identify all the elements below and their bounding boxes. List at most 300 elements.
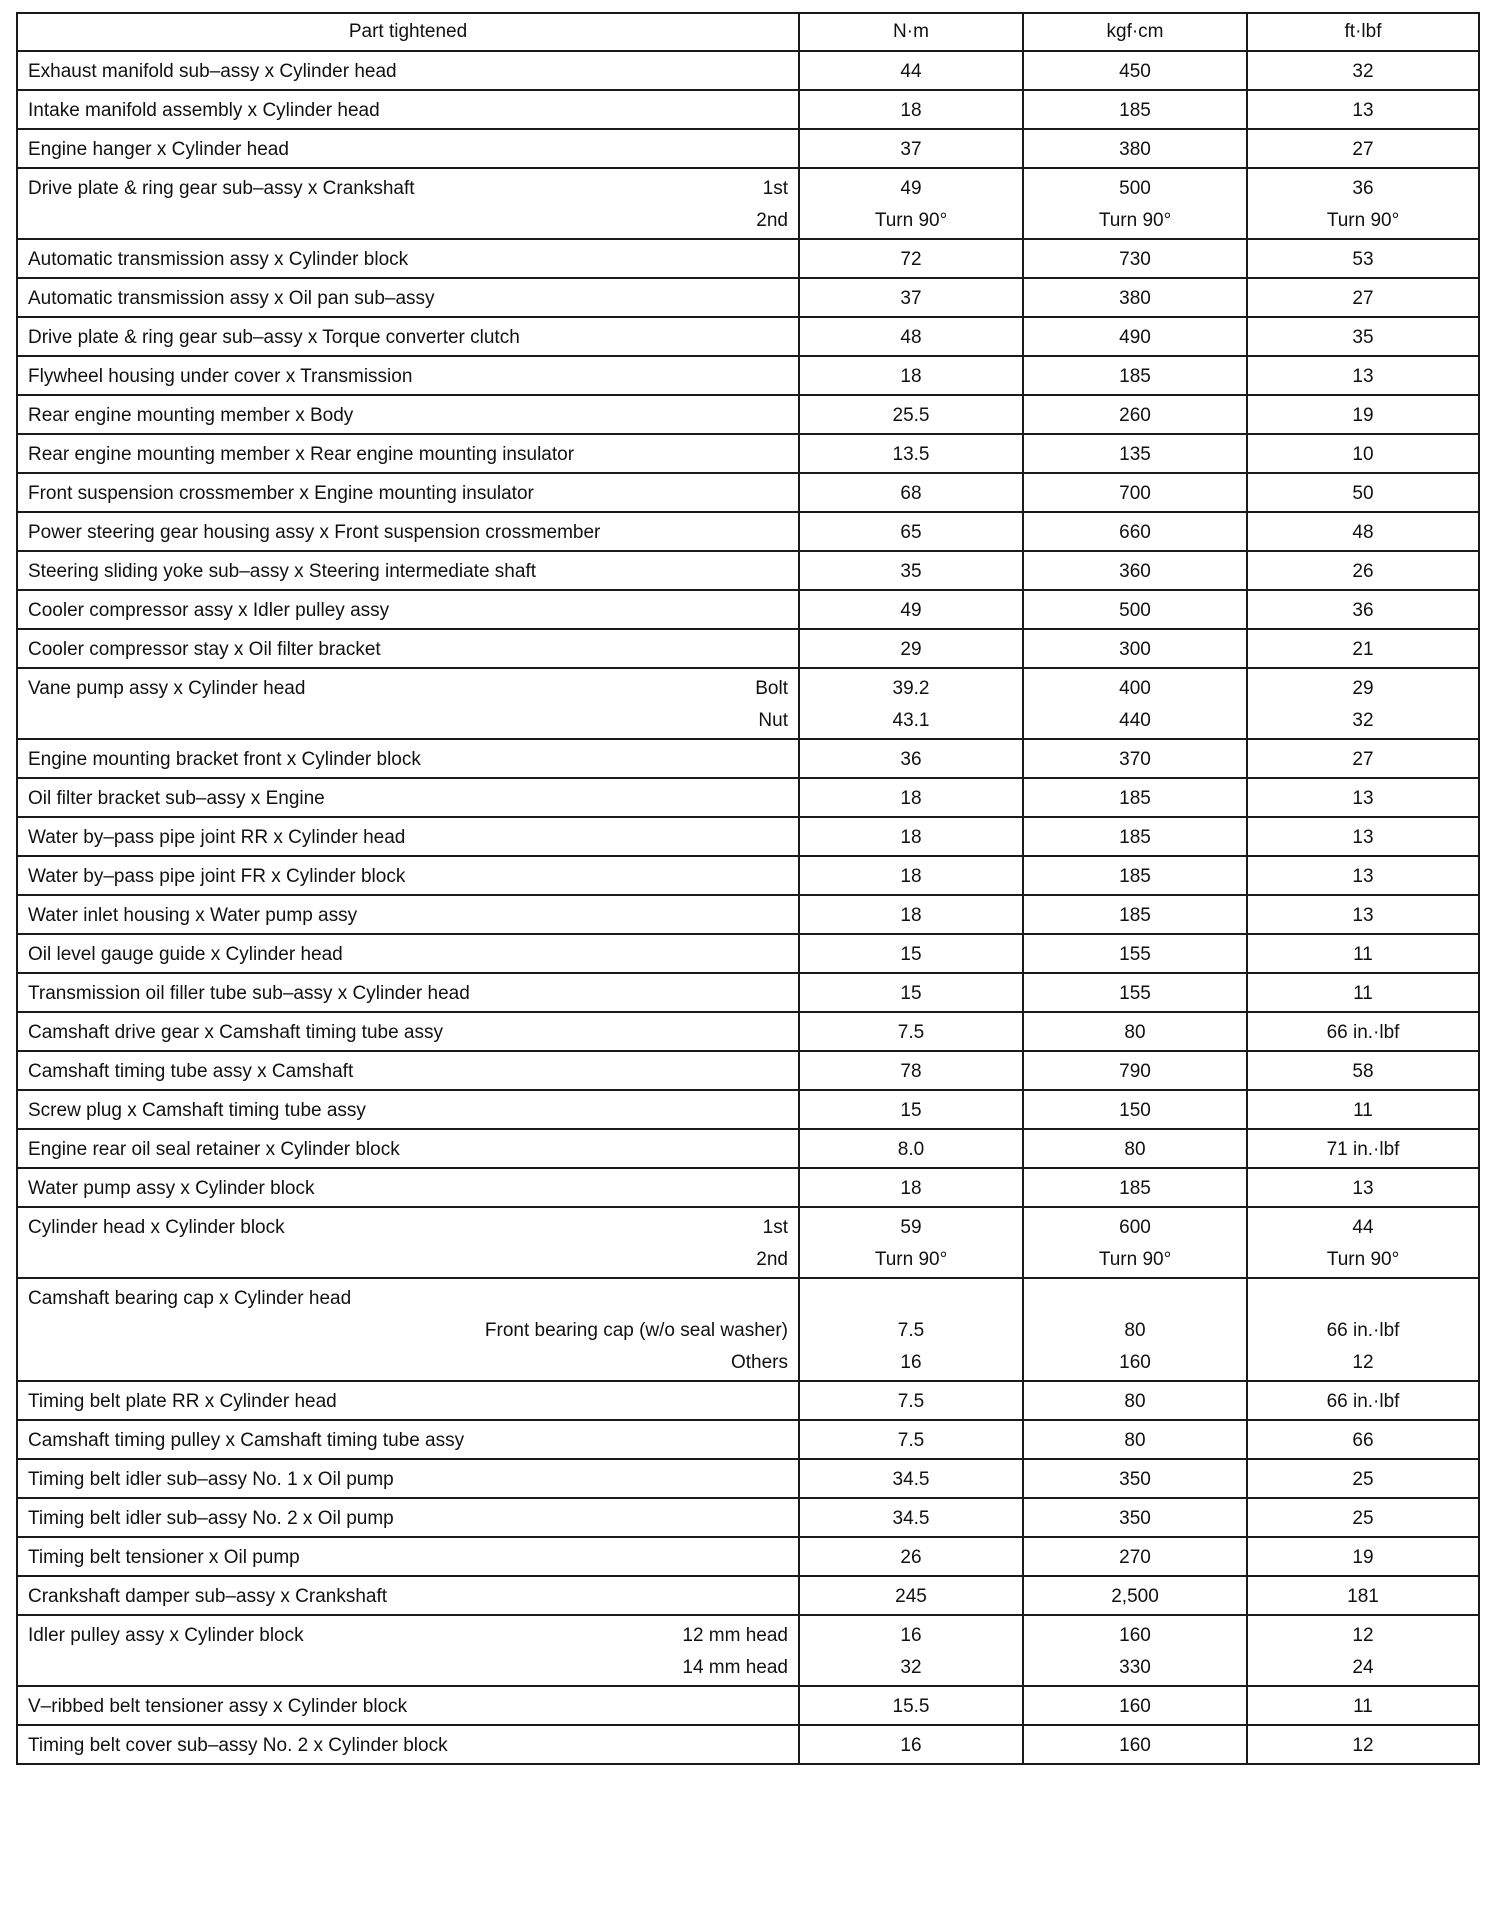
nm-cell bbox=[799, 395, 1023, 434]
kgfcm-cell bbox=[1023, 129, 1247, 168]
part-name: Front suspension crossmember x Engine mounting insulator bbox=[28, 483, 534, 504]
ftlbf-cell bbox=[1247, 934, 1479, 973]
kgfcm-cell bbox=[1023, 934, 1247, 973]
part-cell bbox=[17, 278, 799, 317]
kgfcm-value: 160 bbox=[1119, 1625, 1151, 1646]
kgfcm-value: 185 bbox=[1119, 905, 1151, 926]
kgfcm-cell bbox=[1023, 317, 1247, 356]
ftlbf-value: Turn 90° bbox=[1326, 210, 1400, 231]
sub-label: 1st bbox=[762, 178, 788, 199]
table-row bbox=[17, 434, 1479, 473]
ftlbf-cell bbox=[1247, 1168, 1479, 1207]
kgfcm-cell bbox=[1023, 356, 1247, 395]
nm-cell bbox=[799, 1129, 1023, 1168]
kgfcm-value: 2,500 bbox=[1111, 1586, 1159, 1607]
kgfcm-value: 450 bbox=[1119, 61, 1151, 82]
part-name: Timing belt idler sub–assy No. 2 x Oil pump bbox=[28, 1508, 394, 1529]
nm-value: 16 bbox=[900, 1625, 922, 1646]
kgfcm-cell bbox=[1023, 512, 1247, 551]
kgfcm-value: 790 bbox=[1119, 1061, 1151, 1082]
part-cell bbox=[17, 1168, 799, 1207]
nm-value: 13.5 bbox=[892, 444, 930, 465]
kgfcm-value: 260 bbox=[1119, 405, 1151, 426]
kgfcm-cell bbox=[1023, 1420, 1247, 1459]
nm-cell bbox=[799, 239, 1023, 278]
ftlbf-cell bbox=[1247, 51, 1479, 90]
nm-cell bbox=[799, 973, 1023, 1012]
part-cell bbox=[17, 778, 799, 817]
kgfcm-value: 80 bbox=[1124, 1139, 1146, 1160]
ftlbf-value: 26 bbox=[1352, 561, 1374, 582]
table-row bbox=[17, 278, 1479, 317]
part-cell bbox=[17, 1537, 799, 1576]
ftlbf-value: 11 bbox=[1353, 983, 1373, 1004]
kgfcm-cell bbox=[1023, 1576, 1247, 1615]
part-cell bbox=[17, 1576, 799, 1615]
nm-cell bbox=[799, 1725, 1023, 1764]
part-cell bbox=[17, 1051, 799, 1090]
table-row bbox=[17, 1090, 1479, 1129]
ftlbf-cell bbox=[1247, 1207, 1479, 1278]
part-cell bbox=[17, 856, 799, 895]
kgfcm-value: 600 bbox=[1119, 1217, 1151, 1238]
kgfcm-value: 135 bbox=[1119, 444, 1151, 465]
table-row bbox=[17, 395, 1479, 434]
part-name: Water inlet housing x Water pump assy bbox=[28, 905, 358, 926]
ftlbf-cell bbox=[1247, 1459, 1479, 1498]
table-row bbox=[17, 129, 1479, 168]
kgfcm-cell bbox=[1023, 973, 1247, 1012]
part-name: Oil filter bracket sub–assy x Engine bbox=[28, 788, 325, 809]
part-name: Camshaft bearing cap x Cylinder head bbox=[28, 1288, 352, 1309]
part-cell bbox=[17, 356, 799, 395]
part-name: Rear engine mounting member x Body bbox=[28, 405, 354, 426]
part-name: Camshaft timing tube assy x Camshaft bbox=[28, 1061, 354, 1082]
table-row bbox=[17, 934, 1479, 973]
kgfcm-value: 80 bbox=[1124, 1391, 1146, 1412]
table-row bbox=[17, 629, 1479, 668]
nm-value: 15 bbox=[900, 983, 922, 1004]
table-row bbox=[17, 1278, 1479, 1381]
part-name: Drive plate & ring gear sub–assy x Torque converter clutch bbox=[28, 327, 520, 348]
part-name: Timing belt cover sub–assy No. 2 x Cylinder block bbox=[28, 1735, 448, 1756]
ftlbf-value: 66 in.·lbf bbox=[1326, 1022, 1400, 1043]
ftlbf-cell bbox=[1247, 1420, 1479, 1459]
part-name: Power steering gear housing assy x Front suspension crossmember bbox=[28, 522, 601, 543]
ftlbf-cell bbox=[1247, 1537, 1479, 1576]
part-cell bbox=[17, 1615, 799, 1686]
kgfcm-value: 490 bbox=[1119, 327, 1151, 348]
nm-cell bbox=[799, 512, 1023, 551]
part-line bbox=[28, 1215, 788, 1247]
nm-cell bbox=[799, 856, 1023, 895]
ftlbf-cell bbox=[1247, 278, 1479, 317]
nm-cell bbox=[799, 90, 1023, 129]
nm-value: 44 bbox=[900, 61, 922, 82]
nm-value: 18 bbox=[900, 100, 922, 121]
table-row bbox=[17, 668, 1479, 739]
kgfcm-cell bbox=[1023, 1090, 1247, 1129]
part-cell bbox=[17, 1725, 799, 1764]
blank-line bbox=[1024, 1286, 1246, 1318]
ftlbf-cell bbox=[1247, 856, 1479, 895]
kgfcm-cell bbox=[1023, 239, 1247, 278]
kgfcm-value: 185 bbox=[1119, 866, 1151, 887]
kgfcm-value: 270 bbox=[1119, 1547, 1151, 1568]
nm-value: 59 bbox=[900, 1217, 922, 1238]
kgfcm-value: 185 bbox=[1119, 366, 1151, 387]
nm-value: 18 bbox=[900, 827, 922, 848]
sub-label: Nut bbox=[758, 710, 788, 731]
table-row bbox=[17, 1207, 1479, 1278]
nm-value: 8.0 bbox=[897, 1139, 925, 1160]
part-name: Engine hanger x Cylinder head bbox=[28, 139, 289, 160]
ftlbf-cell bbox=[1247, 512, 1479, 551]
sub-label: Bolt bbox=[755, 678, 788, 699]
nm-cell bbox=[799, 778, 1023, 817]
ftlbf-value: 13 bbox=[1352, 1178, 1374, 1199]
nm-value: 37 bbox=[900, 288, 922, 309]
ftlbf-value: 11 bbox=[1353, 1696, 1373, 1717]
table-row bbox=[17, 90, 1479, 129]
ftlbf-value: 13 bbox=[1352, 866, 1374, 887]
part-name: Automatic transmission assy x Oil pan sub–assy bbox=[28, 288, 435, 309]
part-cell bbox=[17, 512, 799, 551]
part-name: Engine rear oil seal retainer x Cylinder block bbox=[28, 1139, 400, 1160]
part-cell bbox=[17, 895, 799, 934]
ftlbf-value: 21 bbox=[1352, 639, 1374, 660]
ftlbf-value: 66 in.·lbf bbox=[1326, 1391, 1400, 1412]
nm-value: 49 bbox=[900, 600, 922, 621]
kgfcm-cell bbox=[1023, 856, 1247, 895]
table-row bbox=[17, 1381, 1479, 1420]
nm-cell bbox=[799, 817, 1023, 856]
ftlbf-value: 12 bbox=[1352, 1625, 1374, 1646]
ftlbf-cell bbox=[1247, 629, 1479, 668]
kgfcm-value: 380 bbox=[1119, 288, 1151, 309]
kgfcm-cell bbox=[1023, 1686, 1247, 1725]
table-row bbox=[17, 239, 1479, 278]
ftlbf-value: 10 bbox=[1352, 444, 1374, 465]
nm-cell bbox=[799, 1686, 1023, 1725]
nm-value: 7.5 bbox=[897, 1430, 925, 1451]
part-name: Engine mounting bracket front x Cylinder block bbox=[28, 749, 421, 770]
part-name: Flywheel housing under cover x Transmission bbox=[28, 366, 413, 387]
nm-value: 49 bbox=[900, 178, 922, 199]
part-cell bbox=[17, 51, 799, 90]
part-name: Transmission oil filler tube sub–assy x Cylinder head bbox=[28, 983, 470, 1004]
nm-value: 39.2 bbox=[892, 678, 930, 699]
part-line bbox=[28, 1247, 788, 1277]
nm-cell bbox=[799, 895, 1023, 934]
table-row bbox=[17, 356, 1479, 395]
kgfcm-value: 185 bbox=[1119, 100, 1151, 121]
kgfcm-cell bbox=[1023, 1012, 1247, 1051]
nm-cell bbox=[799, 551, 1023, 590]
sub-label: 1st bbox=[762, 1217, 788, 1238]
nm-cell bbox=[799, 434, 1023, 473]
nm-value: 18 bbox=[900, 366, 922, 387]
nm-cell bbox=[799, 934, 1023, 973]
table-row bbox=[17, 1459, 1479, 1498]
kgfcm-cell bbox=[1023, 434, 1247, 473]
table-row bbox=[17, 739, 1479, 778]
ftlbf-value: 19 bbox=[1352, 405, 1374, 426]
part-cell bbox=[17, 1459, 799, 1498]
table-header-row bbox=[17, 13, 1479, 51]
kgfcm-value: 660 bbox=[1119, 522, 1151, 543]
part-cell bbox=[17, 817, 799, 856]
part-name: Camshaft drive gear x Camshaft timing tube assy bbox=[28, 1022, 444, 1043]
ftlbf-cell bbox=[1247, 317, 1479, 356]
kgfcm-value: 80 bbox=[1124, 1022, 1146, 1043]
kgfcm-value: 700 bbox=[1119, 483, 1151, 504]
kgfcm-cell bbox=[1023, 395, 1247, 434]
ftlbf-cell bbox=[1247, 434, 1479, 473]
sub-label: 2nd bbox=[756, 1249, 788, 1270]
table-row bbox=[17, 1129, 1479, 1168]
part-name: Cooler compressor assy x Idler pulley assy bbox=[28, 600, 390, 621]
nm-cell bbox=[799, 51, 1023, 90]
kgfcm-cell bbox=[1023, 1278, 1247, 1381]
nm-value: 37 bbox=[900, 139, 922, 160]
nm-value: 43.1 bbox=[892, 710, 930, 731]
part-name: Cylinder head x Cylinder block bbox=[28, 1217, 285, 1238]
ftlbf-value: 13 bbox=[1352, 905, 1374, 926]
ftlbf-value: 32 bbox=[1352, 61, 1374, 82]
table-row bbox=[17, 1537, 1479, 1576]
kgfcm-value: 350 bbox=[1119, 1469, 1151, 1490]
part-cell bbox=[17, 1278, 799, 1381]
nm-cell bbox=[799, 1207, 1023, 1278]
part-name: Water by–pass pipe joint RR x Cylinder head bbox=[28, 827, 406, 848]
ftlbf-cell bbox=[1247, 90, 1479, 129]
part-cell bbox=[17, 551, 799, 590]
kgfcm-cell bbox=[1023, 1051, 1247, 1090]
nm-value: Turn 90° bbox=[874, 210, 948, 231]
kgfcm-value: Turn 90° bbox=[1098, 210, 1172, 231]
part-cell bbox=[17, 973, 799, 1012]
ftlbf-value: 27 bbox=[1352, 139, 1374, 160]
nm-value: 65 bbox=[900, 522, 922, 543]
ftlbf-cell bbox=[1247, 395, 1479, 434]
part-cell bbox=[17, 1129, 799, 1168]
table-row bbox=[17, 1420, 1479, 1459]
sub-label: Others bbox=[730, 1352, 788, 1373]
ftlbf-value: 36 bbox=[1352, 600, 1374, 621]
part-name: Timing belt idler sub–assy No. 1 x Oil pump bbox=[28, 1469, 394, 1490]
nm-cell bbox=[799, 739, 1023, 778]
kgfcm-cell bbox=[1023, 51, 1247, 90]
nm-cell bbox=[799, 1615, 1023, 1686]
ftlbf-cell bbox=[1247, 1381, 1479, 1420]
part-cell bbox=[17, 90, 799, 129]
part-name: Exhaust manifold sub–assy x Cylinder head bbox=[28, 61, 397, 82]
ftlbf-value: 24 bbox=[1352, 1657, 1374, 1678]
part-name: Idler pulley assy x Cylinder block bbox=[28, 1625, 304, 1646]
table-row bbox=[17, 1615, 1479, 1686]
nm-value: 35 bbox=[900, 561, 922, 582]
nm-value: 15 bbox=[900, 944, 922, 965]
nm-cell bbox=[799, 629, 1023, 668]
ftlbf-cell bbox=[1247, 1576, 1479, 1615]
kgfcm-cell bbox=[1023, 1129, 1247, 1168]
kgfcm-cell bbox=[1023, 1381, 1247, 1420]
ftlbf-value: 11 bbox=[1353, 944, 1373, 965]
ftlbf-value: 12 bbox=[1352, 1735, 1374, 1756]
kgfcm-value: 160 bbox=[1119, 1735, 1151, 1756]
ftlbf-value: 36 bbox=[1352, 178, 1374, 199]
kgfcm-value: 185 bbox=[1119, 788, 1151, 809]
part-cell bbox=[17, 395, 799, 434]
nm-value: 72 bbox=[900, 249, 922, 270]
ftlbf-value: Turn 90° bbox=[1326, 1249, 1400, 1270]
part-name: Oil level gauge guide x Cylinder head bbox=[28, 944, 343, 965]
part-cell bbox=[17, 1090, 799, 1129]
nm-value: 32 bbox=[900, 1657, 922, 1678]
header-nm: N·m bbox=[799, 13, 1023, 51]
part-line bbox=[28, 676, 788, 708]
ftlbf-cell bbox=[1247, 778, 1479, 817]
table-row bbox=[17, 1725, 1479, 1764]
nm-value: 18 bbox=[900, 788, 922, 809]
kgfcm-cell bbox=[1023, 1725, 1247, 1764]
kgfcm-cell bbox=[1023, 895, 1247, 934]
nm-value: 18 bbox=[900, 905, 922, 926]
part-cell bbox=[17, 739, 799, 778]
ftlbf-value: 13 bbox=[1352, 366, 1374, 387]
kgfcm-cell bbox=[1023, 629, 1247, 668]
kgfcm-value: 360 bbox=[1119, 561, 1151, 582]
part-cell bbox=[17, 434, 799, 473]
nm-value: 25.5 bbox=[892, 405, 930, 426]
ftlbf-value: 58 bbox=[1352, 1061, 1374, 1082]
ftlbf-cell bbox=[1247, 1090, 1479, 1129]
part-cell bbox=[17, 590, 799, 629]
nm-cell bbox=[799, 168, 1023, 239]
part-cell bbox=[17, 473, 799, 512]
part-line bbox=[28, 1655, 788, 1685]
part-name: Screw plug x Camshaft timing tube assy bbox=[28, 1100, 366, 1121]
sub-label: 12 mm head bbox=[682, 1625, 788, 1646]
nm-value: 18 bbox=[900, 866, 922, 887]
part-cell bbox=[17, 168, 799, 239]
table-row bbox=[17, 51, 1479, 90]
kgfcm-cell bbox=[1023, 817, 1247, 856]
part-name: Drive plate & ring gear sub–assy x Crankshaft bbox=[28, 178, 415, 199]
nm-cell bbox=[799, 1381, 1023, 1420]
part-line bbox=[28, 1623, 788, 1655]
part-cell bbox=[17, 1381, 799, 1420]
kgfcm-cell bbox=[1023, 278, 1247, 317]
nm-value: Turn 90° bbox=[874, 1249, 948, 1270]
kgfcm-value: 300 bbox=[1119, 639, 1151, 660]
table-row bbox=[17, 973, 1479, 1012]
nm-cell bbox=[799, 1576, 1023, 1615]
ftlbf-cell bbox=[1247, 1129, 1479, 1168]
blank-line bbox=[1248, 1286, 1478, 1318]
part-cell bbox=[17, 1686, 799, 1725]
nm-cell bbox=[799, 473, 1023, 512]
ftlbf-cell bbox=[1247, 551, 1479, 590]
ftlbf-cell bbox=[1247, 895, 1479, 934]
table-row bbox=[17, 512, 1479, 551]
nm-value: 78 bbox=[900, 1061, 922, 1082]
ftlbf-value: 25 bbox=[1352, 1469, 1374, 1490]
part-cell bbox=[17, 1498, 799, 1537]
ftlbf-cell bbox=[1247, 473, 1479, 512]
table-row bbox=[17, 1686, 1479, 1725]
kgfcm-value: Turn 90° bbox=[1098, 1249, 1172, 1270]
table-row bbox=[17, 590, 1479, 629]
part-cell bbox=[17, 1420, 799, 1459]
nm-value: 15 bbox=[900, 1100, 922, 1121]
kgfcm-value: 185 bbox=[1119, 1178, 1151, 1199]
part-name: Vane pump assy x Cylinder head bbox=[28, 678, 306, 699]
ftlbf-cell bbox=[1247, 668, 1479, 739]
nm-value: 34.5 bbox=[892, 1469, 930, 1490]
table-row bbox=[17, 168, 1479, 239]
part-name: Timing belt tensioner x Oil pump bbox=[28, 1547, 300, 1568]
ftlbf-cell bbox=[1247, 1725, 1479, 1764]
nm-value: 18 bbox=[900, 1178, 922, 1199]
kgfcm-value: 155 bbox=[1119, 944, 1151, 965]
kgfcm-value: 400 bbox=[1119, 678, 1151, 699]
kgfcm-value: 380 bbox=[1119, 139, 1151, 160]
table-row bbox=[17, 1051, 1479, 1090]
table-row bbox=[17, 895, 1479, 934]
nm-cell bbox=[799, 317, 1023, 356]
kgfcm-cell bbox=[1023, 668, 1247, 739]
part-name: Cooler compressor stay x Oil filter bracket bbox=[28, 639, 381, 660]
kgfcm-cell bbox=[1023, 90, 1247, 129]
kgfcm-value: 370 bbox=[1119, 749, 1151, 770]
sub-label: Front bearing cap (w/o seal washer) bbox=[484, 1320, 788, 1341]
sub-label: 14 mm head bbox=[682, 1657, 788, 1678]
nm-value: 36 bbox=[900, 749, 922, 770]
ftlbf-cell bbox=[1247, 817, 1479, 856]
ftlbf-value: 44 bbox=[1352, 1217, 1374, 1238]
ftlbf-value: 35 bbox=[1352, 327, 1374, 348]
kgfcm-value: 150 bbox=[1119, 1100, 1151, 1121]
table-row bbox=[17, 551, 1479, 590]
kgfcm-value: 80 bbox=[1124, 1430, 1146, 1451]
ftlbf-value: 66 bbox=[1352, 1430, 1374, 1451]
ftlbf-value: 27 bbox=[1352, 749, 1374, 770]
kgfcm-value: 500 bbox=[1119, 178, 1151, 199]
part-cell bbox=[17, 934, 799, 973]
part-cell bbox=[17, 1207, 799, 1278]
ftlbf-cell bbox=[1247, 973, 1479, 1012]
ftlbf-value: 32 bbox=[1352, 710, 1374, 731]
ftlbf-cell bbox=[1247, 1051, 1479, 1090]
kgfcm-cell bbox=[1023, 1459, 1247, 1498]
ftlbf-cell bbox=[1247, 1686, 1479, 1725]
nm-value: 16 bbox=[900, 1735, 922, 1756]
ftlbf-cell bbox=[1247, 168, 1479, 239]
ftlbf-cell bbox=[1247, 129, 1479, 168]
table-row bbox=[17, 1168, 1479, 1207]
nm-value: 48 bbox=[900, 327, 922, 348]
part-name: Steering sliding yoke sub–assy x Steering intermediate shaft bbox=[28, 561, 536, 582]
kgfcm-value: 730 bbox=[1119, 249, 1151, 270]
nm-cell bbox=[799, 1278, 1023, 1381]
part-name: Timing belt plate RR x Cylinder head bbox=[28, 1391, 337, 1412]
torque-specification-table bbox=[16, 12, 1480, 1765]
part-cell bbox=[17, 668, 799, 739]
nm-cell bbox=[799, 1420, 1023, 1459]
nm-value: 68 bbox=[900, 483, 922, 504]
